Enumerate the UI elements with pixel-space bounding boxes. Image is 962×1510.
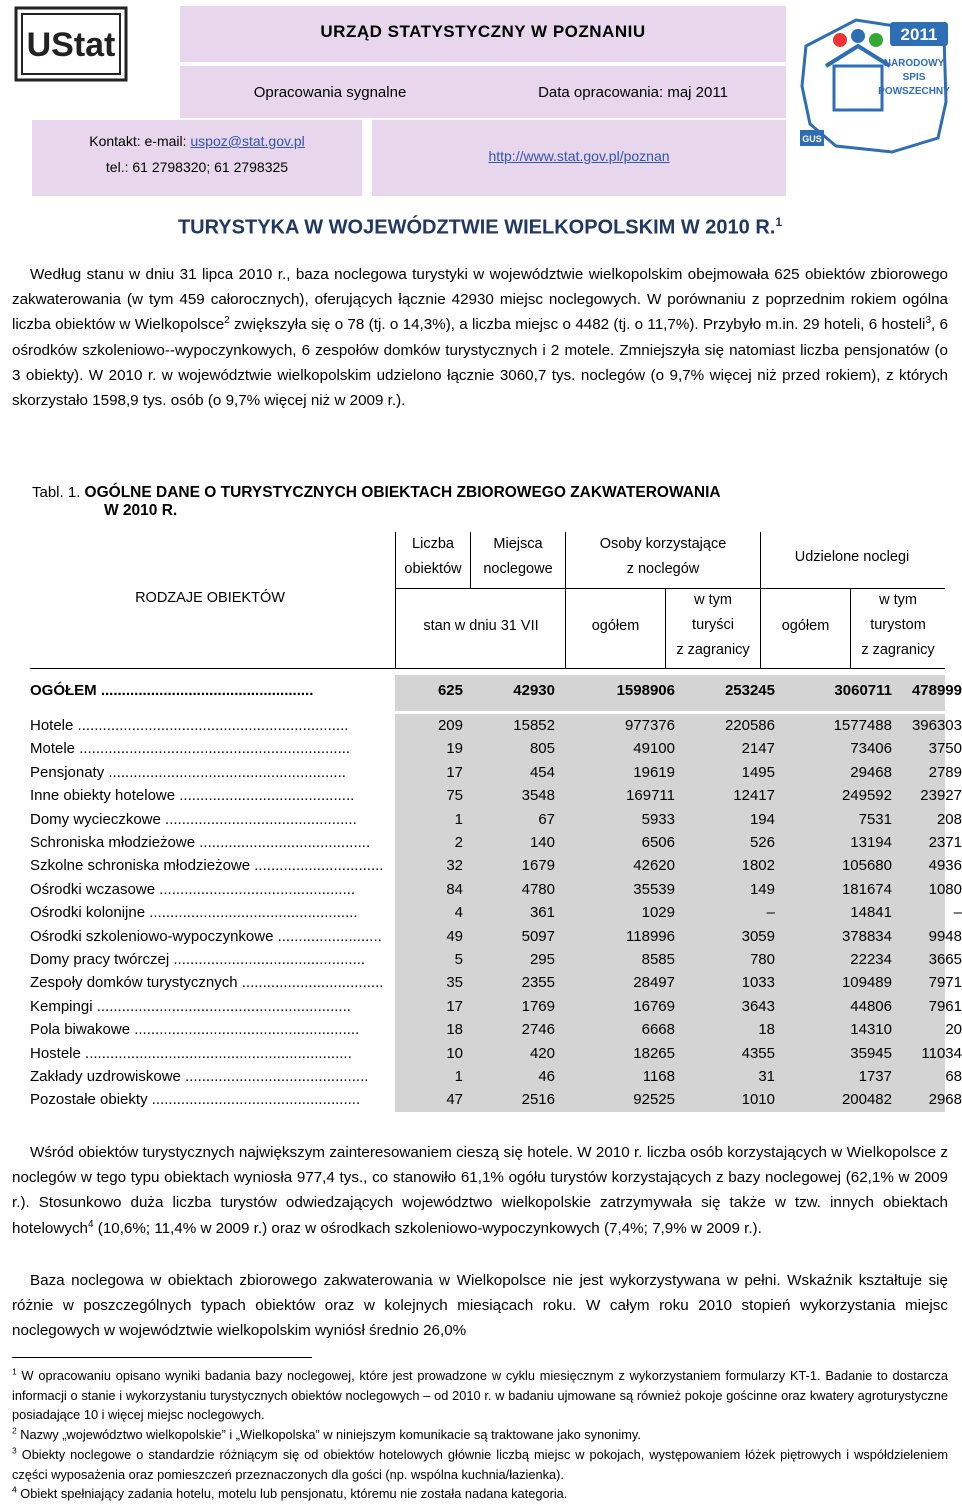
cell-noclegi-zagr: 4936 (928, 857, 962, 875)
cell-noclegi: 14310 (850, 1021, 892, 1039)
census-logo-line2: SPIS (902, 72, 926, 83)
cell-miejsca: 67 (538, 810, 555, 828)
cell-obiekty: 1 (454, 1068, 463, 1085)
col-header-osoby-wtym-3: z zagranicy (676, 642, 750, 658)
cell-osoby: 42620 (633, 857, 675, 875)
document-title-footnote-ref[interactable]: 1 (775, 215, 783, 229)
table-row (30, 878, 962, 901)
cell-obiekty: 209 (437, 717, 463, 734)
footnote-text: W opracowaniu opisano wyniki badania bazy noclegowej, które jest prowadzone w cyklu miesięcznym z wykorzystaniem formularzy KT-1. Badanie to dostarcza informacji o stanie i wykorzystaniu turystycznych obiektów noclegowych – od 2010 r. w badaniu ujmowane są również pokoje gościnne oraz kwatery agroturystyczne posiadające 10 i więcej miejsc noclegowych. (12, 1368, 948, 1422)
cell-noclegi-zagr: 68 (945, 1068, 962, 1085)
cell-noclegi-zagr: 2371 (928, 834, 962, 851)
col-header-liczba-2: obiektów (404, 561, 462, 577)
census-logo-line3: POWSZECHNY (878, 86, 950, 97)
cell-obiekty: 1 (454, 810, 463, 828)
row-label: Ośrodki kolonijne .................................................. (30, 904, 358, 922)
cell-osoby-zagr: 3643 (741, 997, 775, 1015)
table-title-line2: W 2010 R. (104, 502, 178, 519)
cell-miejsca: 2355 (521, 974, 555, 992)
row-label: Ośrodki szkoleniowo-wypoczynkowe ......................... (30, 927, 382, 945)
document-title (60, 215, 900, 240)
cell-miejsca: 295 (529, 951, 555, 968)
footnote-2 (12, 1425, 948, 1445)
table-row (30, 714, 962, 737)
cell-noclegi-zagr: 2789 (928, 763, 962, 781)
us-logo (14, 6, 128, 82)
cell-miejsca: 140 (529, 834, 555, 851)
cell-miejsca: 361 (529, 904, 555, 922)
census-logo-year: 2011 (900, 25, 938, 44)
cell-osoby-zagr: 1495 (741, 763, 775, 781)
table-row (30, 761, 962, 784)
office-name: URZĄD STATYSTYCZNY W POZNANIU (320, 22, 646, 41)
cell-osoby: 6506 (641, 834, 675, 851)
cell-obiekty: 10 (446, 1044, 463, 1062)
cell-miejsca: 1769 (521, 997, 555, 1015)
cell-miejsca: 420 (529, 1044, 555, 1062)
cell-noclegi: 7531 (858, 810, 892, 828)
col-header-noclegi: Udzielone noclegi (794, 549, 910, 565)
stub-header: RODZAJE OBIEKTÓW (135, 590, 285, 606)
cell-osoby-zagr: 18 (758, 1021, 775, 1039)
footnote-3 (12, 1445, 948, 1484)
cell-noclegi-zagr: 1080 (928, 880, 962, 898)
table-title-line1: OGÓLNE DANE O TURYSTYCZNYCH OBIEKTACH ZBIOROWEGO ZAKWATEROWANIA (84, 484, 721, 501)
footnote-4 (12, 1484, 948, 1504)
cell-noclegi: 249592 (841, 787, 892, 805)
cell-osoby: 19619 (633, 763, 675, 781)
body-paragraph-2: Baza noclegowa w obiektach zbiorowego zakwaterowania w Wielkopolsce nie jest wykorzystywana w pełni. Wskaźnik kształtuje się różnie w poszczególnych typach obiektów oraz w kolejnych miesiącach roku. W całym roku 2010 stopień wykorzystania miejsc noclegowych w województwie wielkopolskim wyniósł średnio 26,0% (12, 1272, 948, 1340)
intro-paragraph (12, 262, 948, 413)
col-header-miejsca-2: noclegowe (483, 561, 553, 577)
cell-noclegi: 105680 (841, 857, 892, 875)
cell-miejsca: 15852 (513, 717, 555, 734)
footnote-number: 3 (12, 1445, 17, 1456)
cell-noclegi: 3060711 (834, 682, 892, 699)
cell-noclegi-zagr: 396303 (911, 717, 962, 734)
cell-obiekty: 2 (454, 834, 463, 851)
cell-osoby-zagr: 3059 (741, 927, 775, 945)
footnote-1 (12, 1366, 948, 1425)
table-row (30, 901, 962, 924)
cell-osoby-zagr: 31 (758, 1068, 775, 1085)
cell-noclegi-zagr: 3750 (928, 740, 962, 758)
row-label: Domy pracy twórczej .............................................. (30, 951, 366, 968)
cell-osoby-zagr: 194 (749, 810, 775, 828)
table-row (30, 737, 962, 760)
cell-osoby-zagr: 1802 (741, 857, 775, 875)
table-row (30, 1065, 962, 1088)
cell-noclegi: 181674 (841, 880, 892, 898)
body-text-b: (10,6%; 11,4% w 2009 r.) oraz w ośrodkach szkoleniowo-wypoczynkowych (7,4%; 7,9% w 2009 r.). (93, 1219, 762, 1237)
cell-noclegi: 35945 (850, 1044, 892, 1062)
cell-noclegi-zagr: – (953, 904, 962, 922)
document-title-text: TURYSTYKA W WOJEWÓDZTWIE WIELKOPOLSKIM W 2010 R. (177, 216, 776, 239)
cell-obiekty: 32 (446, 857, 463, 875)
col-header-osoby-wtym-1: w tym (694, 592, 732, 608)
col-header-noclegi-ogolem: ogółem (781, 618, 830, 634)
cell-noclegi-zagr: 478999 (911, 682, 962, 699)
row-label: Motele ................................................................. (30, 740, 351, 758)
cell-noclegi-zagr: 20 (945, 1021, 962, 1039)
cell-osoby-zagr: – (766, 904, 775, 922)
table-row (30, 995, 962, 1018)
row-label: Inne obiekty hotelowe .......................................... (30, 787, 355, 805)
table-row (30, 971, 962, 994)
cell-miejsca: 5097 (521, 927, 555, 945)
cell-miejsca: 2746 (521, 1021, 555, 1039)
us-logo-text: UStat (26, 26, 116, 64)
col-header-osoby-wtym-2: turyści (692, 617, 734, 633)
col-header-osoby-1: Osoby korzystające (599, 536, 727, 552)
cell-noclegi-zagr: 3665 (928, 951, 962, 968)
cell-noclegi: 200482 (841, 1091, 892, 1109)
cell-miejsca: 454 (529, 763, 555, 781)
cell-osoby: 18265 (633, 1044, 675, 1062)
cell-osoby: 49100 (633, 740, 675, 758)
cell-noclegi-zagr: 2968 (928, 1091, 962, 1109)
footnote-number: 2 (12, 1425, 17, 1436)
gus-badge: GUS (802, 134, 822, 144)
cell-osoby-zagr: 220586 (724, 717, 775, 734)
row-label: Kempingi ............................................................. (30, 997, 351, 1015)
cell-obiekty: 625 (437, 682, 463, 699)
cell-osoby-zagr: 4355 (741, 1044, 775, 1062)
cell-miejsca: 805 (529, 740, 555, 758)
cell-noclegi-zagr: 23927 (920, 787, 962, 805)
cell-osoby: 169711 (626, 787, 675, 805)
row-label: Ośrodki wczasowe ............................................... (30, 880, 356, 898)
cell-noclegi-zagr: 11034 (921, 1044, 962, 1062)
row-label: Zakłady uzdrowiskowe ............................................ (30, 1068, 369, 1085)
col-header-noclegi-wtym-1: w tym (879, 592, 917, 608)
website-link[interactable]: http://www.stat.gov.pl/poznan (488, 148, 670, 164)
cell-osoby: 977376 (624, 717, 675, 734)
footnote-ref-3[interactable]: 3 (925, 315, 931, 327)
table-row (30, 948, 962, 971)
intro-text-b: zwiększyła się o 78 (tj. o 14,3%), a liczba miejsc o 4482 (tj. o 11,7%). Przybyło m.in. 29 hoteli, 6 hosteli (229, 316, 926, 334)
col-header-osoby-ogolem: ogółem (591, 618, 640, 634)
body-text-a: Wśród obiektów turystycznych największym zainteresowaniem cieszą się hotele. W 2010 r. liczba osób korzystających w Wielkopolsce z noclegów w tego typu obiektach wyniosła 977,4 tys., co stanowiło 61,1% ogółu turystów korzystających z bazy noclegowej (62,1% w 2009 r.). Stosunkowo duża liczba turystów odwiedzających województwo wielkopolskie zatrzymywała się także w tzw. innych obiektach hotelowych (12, 1144, 948, 1237)
cell-miejsca: 1679 (521, 857, 555, 875)
cell-osoby-zagr: 2147 (741, 740, 775, 758)
cell-noclegi: 44806 (850, 997, 892, 1015)
cell-osoby: 6668 (641, 1021, 675, 1039)
cell-miejsca: 46 (538, 1068, 555, 1085)
cell-osoby: 28497 (633, 974, 675, 992)
cell-noclegi-zagr: 7971 (928, 974, 962, 992)
row-label: Hotele ................................................................. (30, 717, 349, 734)
table-title (32, 484, 932, 520)
cell-osoby: 1168 (642, 1068, 675, 1085)
table-row (30, 854, 962, 877)
cell-obiekty: 19 (446, 740, 463, 758)
cell-noclegi: 1577488 (833, 717, 892, 734)
cell-noclegi-zagr: 208 (936, 810, 962, 828)
cell-obiekty: 17 (446, 763, 463, 781)
row-label: Pola biwakowe ...................................................... (30, 1021, 360, 1039)
cell-noclegi: 14841 (850, 904, 892, 922)
cell-osoby: 8585 (641, 951, 675, 968)
footnote-ref-4[interactable]: 4 (87, 1218, 94, 1230)
row-label: Zespoły domków turystycznych .................................. (30, 974, 384, 992)
cell-obiekty: 84 (446, 880, 463, 898)
table-row (30, 925, 962, 948)
cell-miejsca: 2516 (521, 1091, 555, 1109)
cell-miejsca: 4780 (521, 880, 555, 898)
row-label: Pensjonaty ......................................................... (30, 763, 346, 781)
col-header-noclegi-wtym-2: turystom (870, 617, 926, 633)
publication-date: Data opracowania: maj 2011 (538, 84, 728, 101)
cell-noclegi: 22234 (850, 951, 892, 968)
table-row (30, 808, 962, 831)
cell-osoby-zagr: 12417 (733, 787, 775, 805)
cell-osoby: 118996 (626, 927, 675, 945)
col-header-liczba-1: Liczba (412, 536, 454, 552)
cell-obiekty: 35 (446, 974, 463, 992)
cell-obiekty: 47 (446, 1091, 463, 1109)
contact-email-line (32, 133, 362, 149)
cell-noclegi-zagr: 9948 (928, 927, 962, 945)
cell-noclegi: 109489 (841, 974, 892, 992)
footnote-text: Nazwy „województwo wielkopolskie” i „Wielkopolska” w niniejszym komunikacie są traktowane jako synonimy. (20, 1427, 641, 1442)
cell-osoby-zagr: 1033 (741, 974, 775, 992)
table-row (30, 831, 962, 854)
footnote-text: Obiekty noclegowe o standardzie różniącym się od obiektów hotelowych głównie liczbą miejsc w pokojach, występowaniem łóżek piętrowych i współdzieleniem części wyposażenia oraz pomieszczeń przeznaczonych dla gości (np. wspólna kuchnia/łazienka). (12, 1447, 949, 1482)
cell-osoby-zagr: 253245 (724, 682, 775, 699)
intro-text-a: Według stanu w dniu 31 lipca 2010 r., baza noclegowa turystyki w województwie wielkopolskim obejmowała 625 obiektów zbiorowego zakwaterowania (w tym 459 całorocznych), oferujących łącznie 42930 miejsc noclegowych. W porównaniu z poprzednim rokiem ogólna liczba obiektów w Wielkopolsce (12, 266, 948, 334)
row-label: OGÓŁEM ................................................... (30, 682, 314, 699)
table-row (30, 1042, 962, 1065)
cell-noclegi-zagr: 7961 (928, 997, 962, 1015)
cell-noclegi: 73406 (850, 740, 892, 758)
row-label: Szkolne schroniska młodzieżowe ............................... (30, 857, 384, 875)
cell-osoby: 92525 (633, 1091, 675, 1109)
census-logo-line1: NARODOWY (883, 58, 945, 69)
col-header-stan: stan w dniu 31 VII (423, 618, 539, 634)
table-row (30, 784, 962, 807)
cell-obiekty: 4 (454, 904, 463, 922)
footnote-text: Obiekt spełniający zadania hotelu, motelu lub pensjonatu, któremu nie została nadana kategoria. (20, 1486, 568, 1501)
contact-band (32, 120, 362, 196)
contact-email-prefix: Kontakt: e-mail: (89, 133, 191, 149)
cell-noclegi: 1737 (858, 1068, 892, 1085)
cell-noclegi: 13194 (850, 834, 892, 851)
table-row (30, 1018, 962, 1041)
contact-tel: tel.: 61 2798320; 61 2798325 (105, 159, 289, 175)
cell-osoby: 35539 (633, 880, 675, 898)
cell-osoby: 5933 (641, 810, 675, 828)
cell-osoby: 1598906 (616, 682, 675, 699)
footnote-separator (12, 1357, 312, 1358)
cell-osoby-zagr: 1010 (741, 1091, 775, 1109)
body-paragraph-1 (12, 1140, 948, 1241)
cell-noclegi: 29468 (850, 763, 892, 781)
cell-osoby-zagr: 780 (749, 951, 775, 968)
col-header-miejsca-1: Miejsca (493, 536, 543, 552)
footnote-number: 4 (12, 1484, 17, 1495)
cell-miejsca: 3548 (521, 787, 555, 805)
row-label: Domy wycieczkowe .............................................. (30, 810, 357, 828)
intro-text-c: , 6 ośrodków szkoleniowo--wypoczynkowych, 6 zespołów domków turystycznych i 2 motele. Zmniejszyła się natomiast liczba pensjonatów (o 3 obiekty). W 2010 r. w województwie wielkopolskim udzielono łącznie 3060,7 tys. noclegów (o 9,7% więcej niż przed rokiem), z których skorzystało 1598,9 tys. osób (o 9,7% więcej niż w 2009 r.). (12, 316, 948, 410)
cell-obiekty: 49 (446, 927, 463, 945)
cell-obiekty: 18 (446, 1021, 463, 1039)
row-label: Schroniska młodzieżowe ......................................... (30, 834, 371, 851)
row-label: Pozostałe obiekty .................................................. (30, 1091, 361, 1109)
cell-osoby-zagr: 149 (749, 880, 775, 898)
cell-osoby: 1029 (641, 904, 675, 922)
table-row (30, 1088, 962, 1111)
cell-osoby-zagr: 526 (749, 834, 775, 851)
footnote-ref-2[interactable]: 2 (224, 315, 230, 327)
cell-noclegi: 378834 (841, 927, 892, 945)
table-label: Tabl. 1. (32, 484, 81, 501)
cell-obiekty: 5 (454, 951, 463, 968)
cell-miejsca: 42930 (513, 682, 555, 699)
col-header-osoby-2: z noclegów (626, 561, 700, 577)
cell-obiekty: 75 (446, 787, 463, 805)
contact-email-link[interactable]: uspoz@stat.gov.pl (190, 133, 305, 149)
col-header-noclegi-wtym-3: z zagranicy (861, 642, 935, 658)
footnote-number: 1 (12, 1366, 17, 1377)
series-label: Opracowania sygnalne (253, 84, 407, 101)
cell-obiekty: 17 (446, 997, 463, 1015)
row-label: Hostele ................................................................ (30, 1044, 352, 1062)
table-total-row (30, 679, 962, 702)
census-logo (796, 6, 952, 158)
cell-osoby: 16769 (633, 997, 675, 1015)
